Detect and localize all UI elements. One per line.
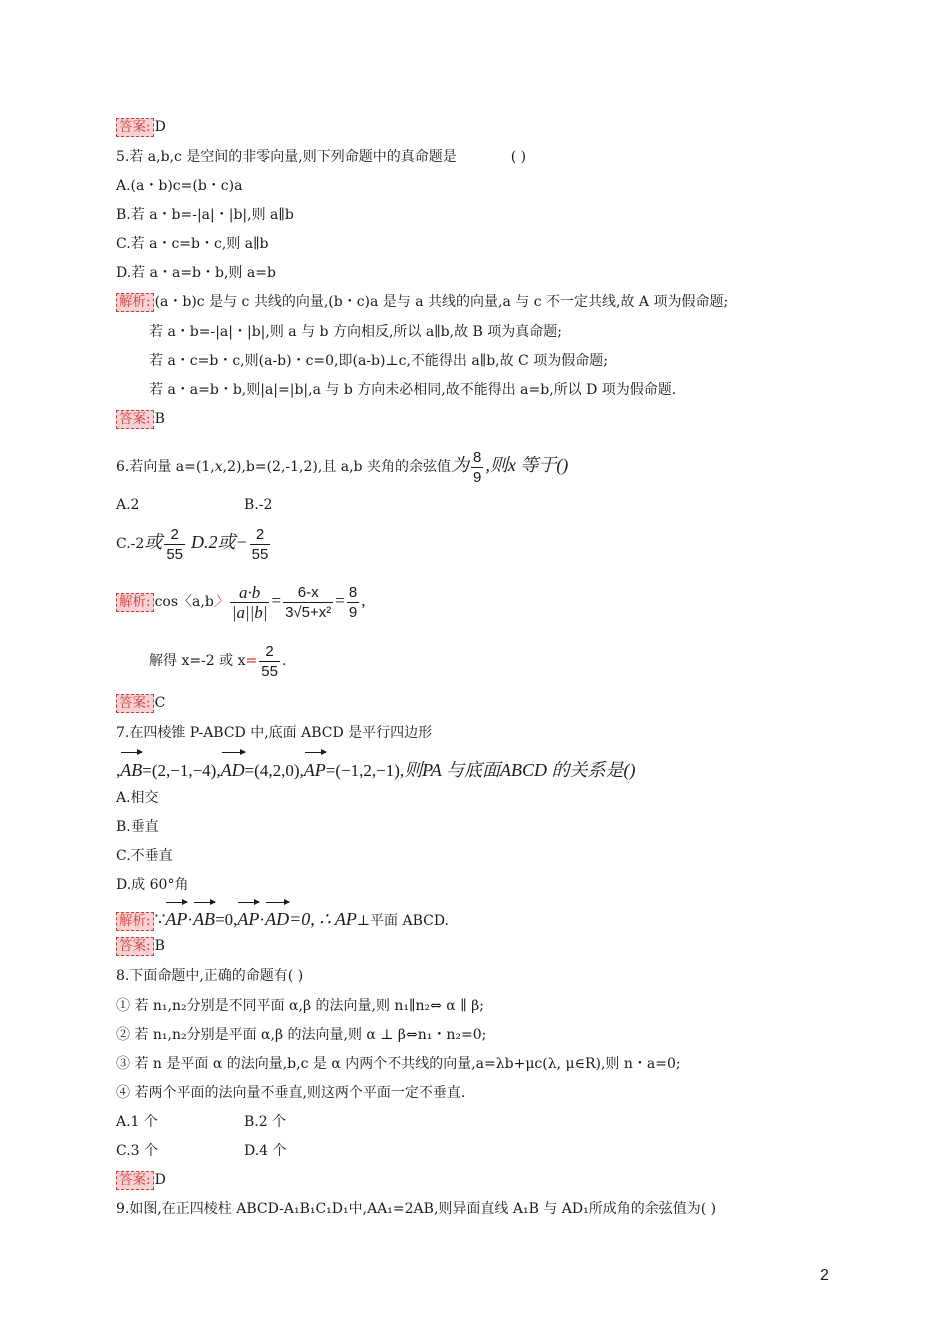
q6-analysis: 解析: cos〈a,b〉 $\frac{a\cdot b}{|a||b|}$ = $\frac{6-x}{\text{3√5+x²}}$ = $\frac{8}{9}$ ,	[116, 579, 365, 624]
q5-analysis-4: 若 a・a=b・b,则|a|=|b|,a 与 b 方向未必相同,故不能得出 a=b,所以 D 项为假命题.	[149, 382, 677, 398]
q7-option-b: B.垂直	[116, 819, 159, 835]
q5-option-b: B.若 a・b=-|a|・|b|,则 a∥b	[116, 207, 294, 223]
answer-tag: 答案:	[116, 937, 154, 956]
question-8-stem: 8.下面命题中,正确的命题有( )	[116, 968, 304, 984]
q8-answer: 答案: D	[116, 1170, 166, 1190]
q7-vectors: ,AB=(2,−1,−4),AD=(4,2,0),AP=(−1,2,−1),则PA 与底面ABCD 的关系是()	[116, 748, 635, 788]
q5-option-c: C.若 a・c=b・c,则 a∥b	[116, 236, 269, 252]
answer-tag: 答案:	[116, 410, 154, 429]
q7-option-d: D.成 60°角	[116, 877, 189, 893]
q8-item-3: ③ 若 n 是平面 α 的法向量,b,c 是 α 内两个不共线的向量,a=λb+μc(λ, μ∈R),则 n・a=0;	[116, 1056, 681, 1072]
q6-options-cd: C.-2或 $\frac{2}{55}$ D.2或− $\frac{2}{55}$	[116, 525, 269, 563]
fraction: $\frac{2}{55}$	[261, 642, 278, 680]
q5-analysis-3: 若 a・c=b・c,则(a-b)・c=0,即(a-b)⊥c,不能得出 a∥b,故 C 项为假命题;	[149, 353, 608, 369]
fraction: $\frac{8}{9}$	[472, 448, 482, 486]
question-7-stem: 7.在四棱锥 P-ABCD 中,底面 ABCD 是平行四边形	[116, 725, 433, 741]
fraction: $\frac{2}{55}$	[166, 525, 183, 563]
q5-option-a: A.(a・b)c=(b・c)a	[116, 178, 243, 194]
question-6-stem: 6.若向量 a=(1,x,2),b=(2,-1,2),且 a,b 夹角的余弦值为 $\frac{8}{9}$ ,则x 等于()	[116, 448, 569, 486]
q6-option-a: A.2 B.-2	[116, 497, 273, 513]
q7-answer: 答案: B	[116, 936, 165, 956]
q8-item-1: ① 若 n₁,n₂分别是不同平面 α,β 的法向量,则 n₁∥n₂⇔ α ∥ β;	[116, 998, 484, 1014]
answer-tag: 答案:	[116, 118, 154, 137]
question-5-stem: 5.若 a,b,c 是空间的非零向量,则下列命题中的真命题是 ( )	[116, 149, 527, 165]
q8-options-ab: A.1 个 B.2 个	[116, 1114, 287, 1130]
q8-item-4: ④ 若两个平面的法向量不垂直,则这两个平面一定不垂直.	[116, 1085, 466, 1101]
analysis-tag: 解析:	[116, 593, 154, 612]
q7-option-a: A.相交	[116, 790, 159, 806]
q8-options-cd: C.3 个 D.4 个	[116, 1143, 287, 1159]
q6-answer: 答案: C	[116, 693, 165, 713]
answer-tag: 答案:	[116, 1171, 154, 1190]
q5-analysis-1: 解析: (a・b)c 是与 c 共线的向量,(b・c)a 是与 a 共线的向量,a 与 c 不一定共线,故 A 项为假命题;	[116, 292, 728, 312]
q7-analysis: 解析: ∵AP·AB=0,AP·AD=0, ∴ AP⊥平面 ABCD.	[116, 898, 449, 936]
q7-option-c: C.不垂直	[116, 848, 173, 864]
q6-solution: 解得 x=-2 或 x= $\frac{2}{55}$ .	[149, 642, 287, 680]
question-9-stem: 9.如图,在正四棱柱 ABCD-A₁B₁C₁D₁中,AA₁=2AB,则异面直线 A₁B 与 AD₁所成角的余弦值为( )	[116, 1201, 717, 1217]
q5-answer: 答案: B	[116, 409, 165, 429]
fraction: $\frac{6-x}{\text{3√5+x²}}$	[285, 583, 332, 621]
analysis-tag: 解析:	[116, 912, 154, 931]
answer-tag: 答案:	[116, 694, 154, 713]
page-number: 2	[820, 1267, 829, 1284]
q5-option-d: D.若 a・a=b・b,则 a=b	[116, 265, 276, 281]
analysis-tag: 解析:	[116, 293, 154, 312]
q8-item-2: ② 若 n₁,n₂分别是平面 α,β 的法向量,则 α ⊥ β⇔n₁・n₂=0;	[116, 1027, 487, 1043]
fraction: $\frac{a\cdot b}{|a||b|}$	[231, 582, 268, 622]
fraction: $\frac{2}{55}$	[251, 525, 269, 563]
answer-line: 答案: D	[116, 117, 166, 137]
fraction: $\frac{8}{9}$	[348, 583, 358, 621]
q5-analysis-2: 若 a・b=-|a|・|b|,则 a 与 b 方向相反,所以 a∥b,故 B 项为真命题;	[149, 324, 562, 340]
